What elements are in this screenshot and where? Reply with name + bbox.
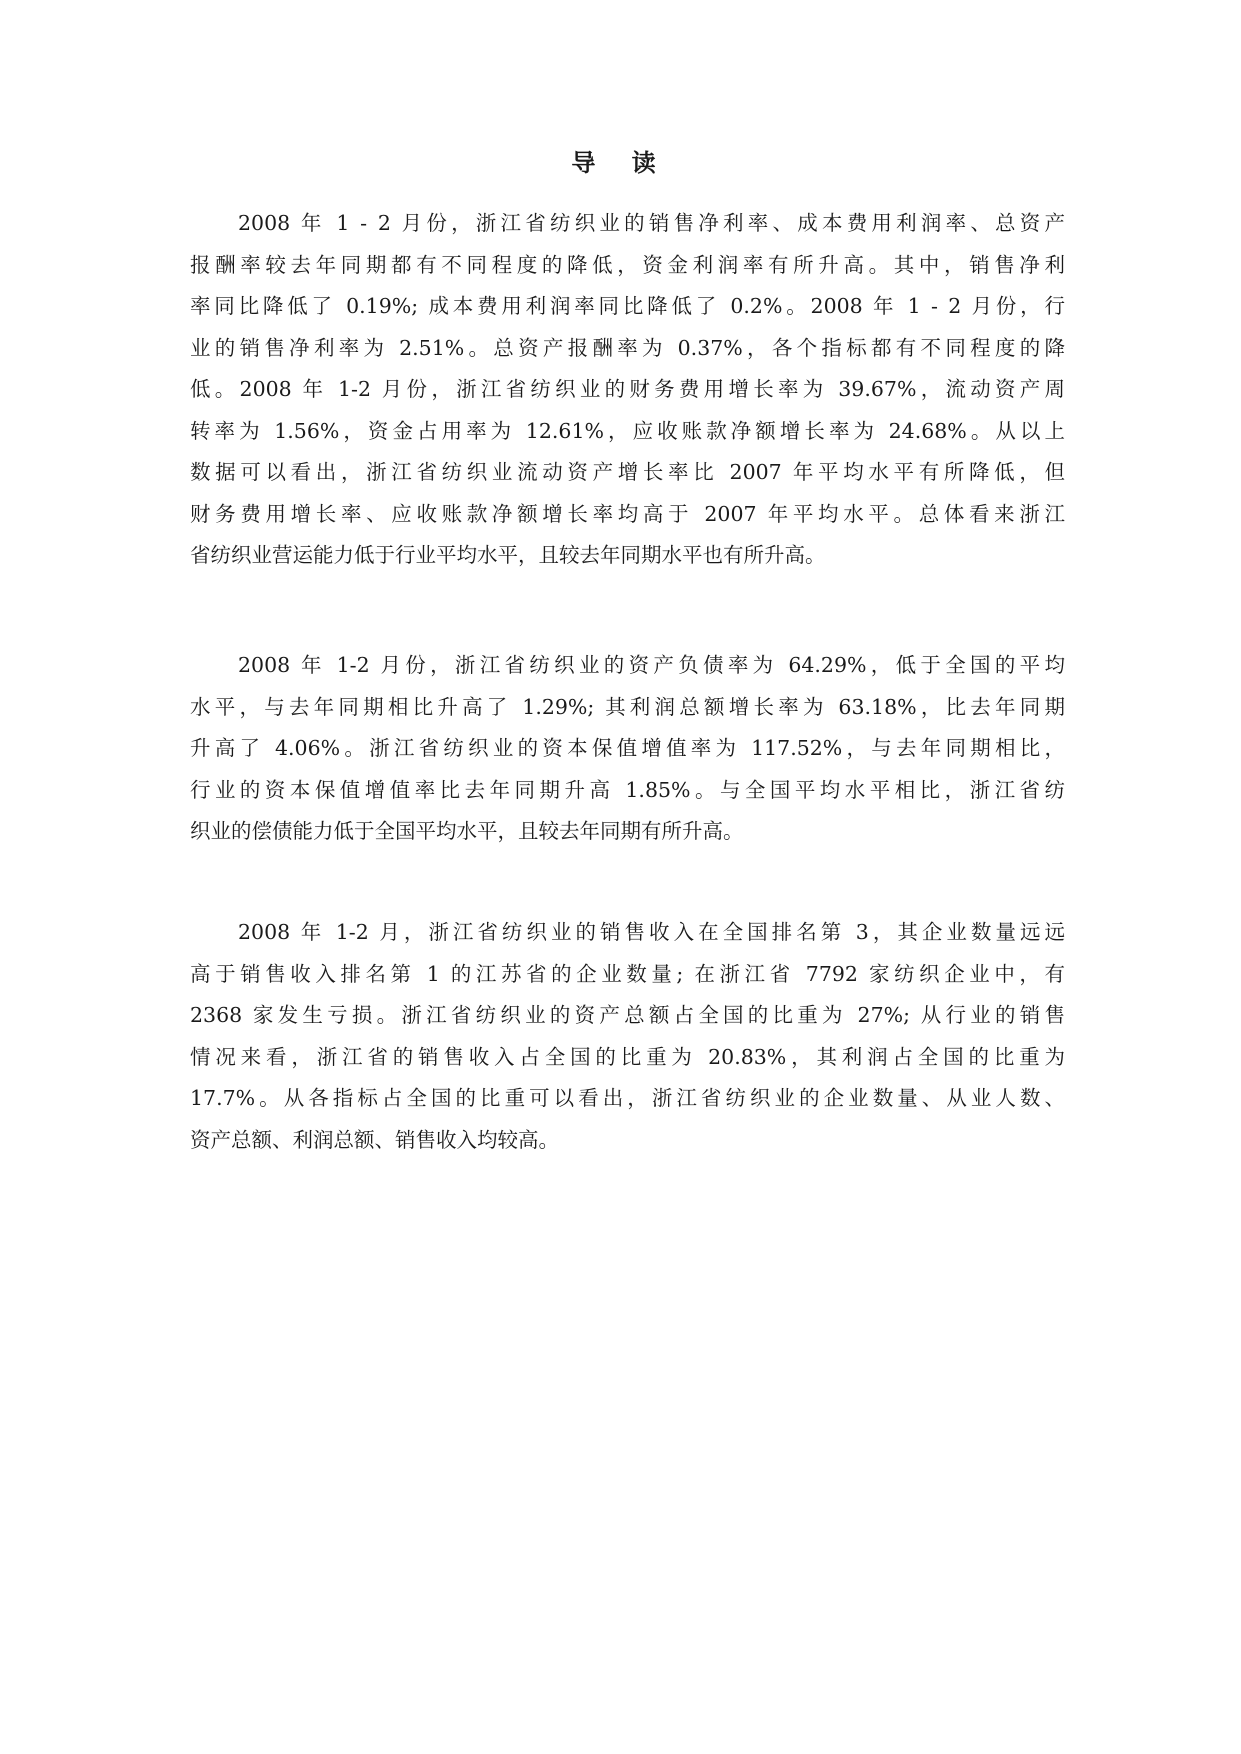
text-line: 低。2008 年 1-2 月份，浙江省纺织业的财务费用增长率为 39.67%，流动资产周: [190, 377, 1065, 401]
text-line: 率同比降低了 0.19%; 成本费用利润率同比降低了 0.2%。2008 年 1 - 2 月份，行: [190, 294, 1065, 318]
text-line: 织业的偿债能力低于全国平均水平，且较去年同期有所升高。: [190, 819, 744, 843]
text-line: 升高了 4.06%。浙江省纺织业的资本保值增值率为 117.52%，与去年同期相比，: [190, 736, 1065, 760]
text-line: 财务费用增长率、应收账款净额增长率均高于 2007 年平均水平。总体看来浙江: [190, 501, 1065, 526]
text-line: 情况来看，浙江省的销售收入占全国的比重为 20.83%，其利润占全国的比重为: [190, 1044, 1065, 1069]
text-line: 2008 年 1-2 月，浙江省纺织业的销售收入在全国排名第 3，其企业数量远远: [238, 920, 1065, 944]
text-line: 2008 年 1-2 月份，浙江省纺织业的资产负债率为 64.29%，低于全国的平均: [238, 653, 1065, 677]
text-line: 省纺织业营运能力低于行业平均水平，且较去年同期水平也有所升高。: [190, 543, 826, 567]
text-line: 高于销售收入排名第 1 的江苏省的企业数量; 在浙江省 7792 家纺织企业中，有: [190, 961, 1065, 986]
paragraph-1: [190, 203, 1065, 577]
text-line: 2368 家发生亏损。浙江省纺织业的资产总额占全国的比重为 27%; 从行业的销售: [190, 1003, 1065, 1027]
text-line: 行业的资本保值增值率比去年同期升高 1.85%。与全国平均水平相比，浙江省纺: [190, 777, 1065, 802]
text-line: 报酬率较去年同期都有不同程度的降低，资金利润率有所升高。其中，销售净利: [190, 252, 1065, 277]
text-line: 水平，与去年同期相比升高了 1.29%; 其利润总额增长率为 63.18%，比去年同期: [190, 694, 1065, 719]
text-line: 17.7%。从各指标占全国的比重可以看出，浙江省纺织业的企业数量、从业人数、: [190, 1086, 1065, 1110]
text-line: 业的销售净利率为 2.51%。总资产报酬率为 0.37%，各个指标都有不同程度的降: [190, 335, 1065, 360]
text-line: 转率为 1.56%，资金占用率为 12.61%，应收账款净额增长率为 24.68%。从以上: [190, 418, 1065, 443]
paragraph-2: [190, 645, 1065, 853]
text-line: 2008 年 1 - 2 月份，浙江省纺织业的销售净利率、成本费用利润率、总资产: [238, 211, 1065, 235]
paragraph-3: [190, 912, 1065, 1161]
page-title: 导 读: [571, 149, 670, 177]
text-line: 资产总额、利润总额、销售收入均较高。: [190, 1127, 559, 1152]
text-line: 数据可以看出，浙江省纺织业流动资产增长率比 2007 年平均水平有所降低，但: [190, 460, 1065, 484]
